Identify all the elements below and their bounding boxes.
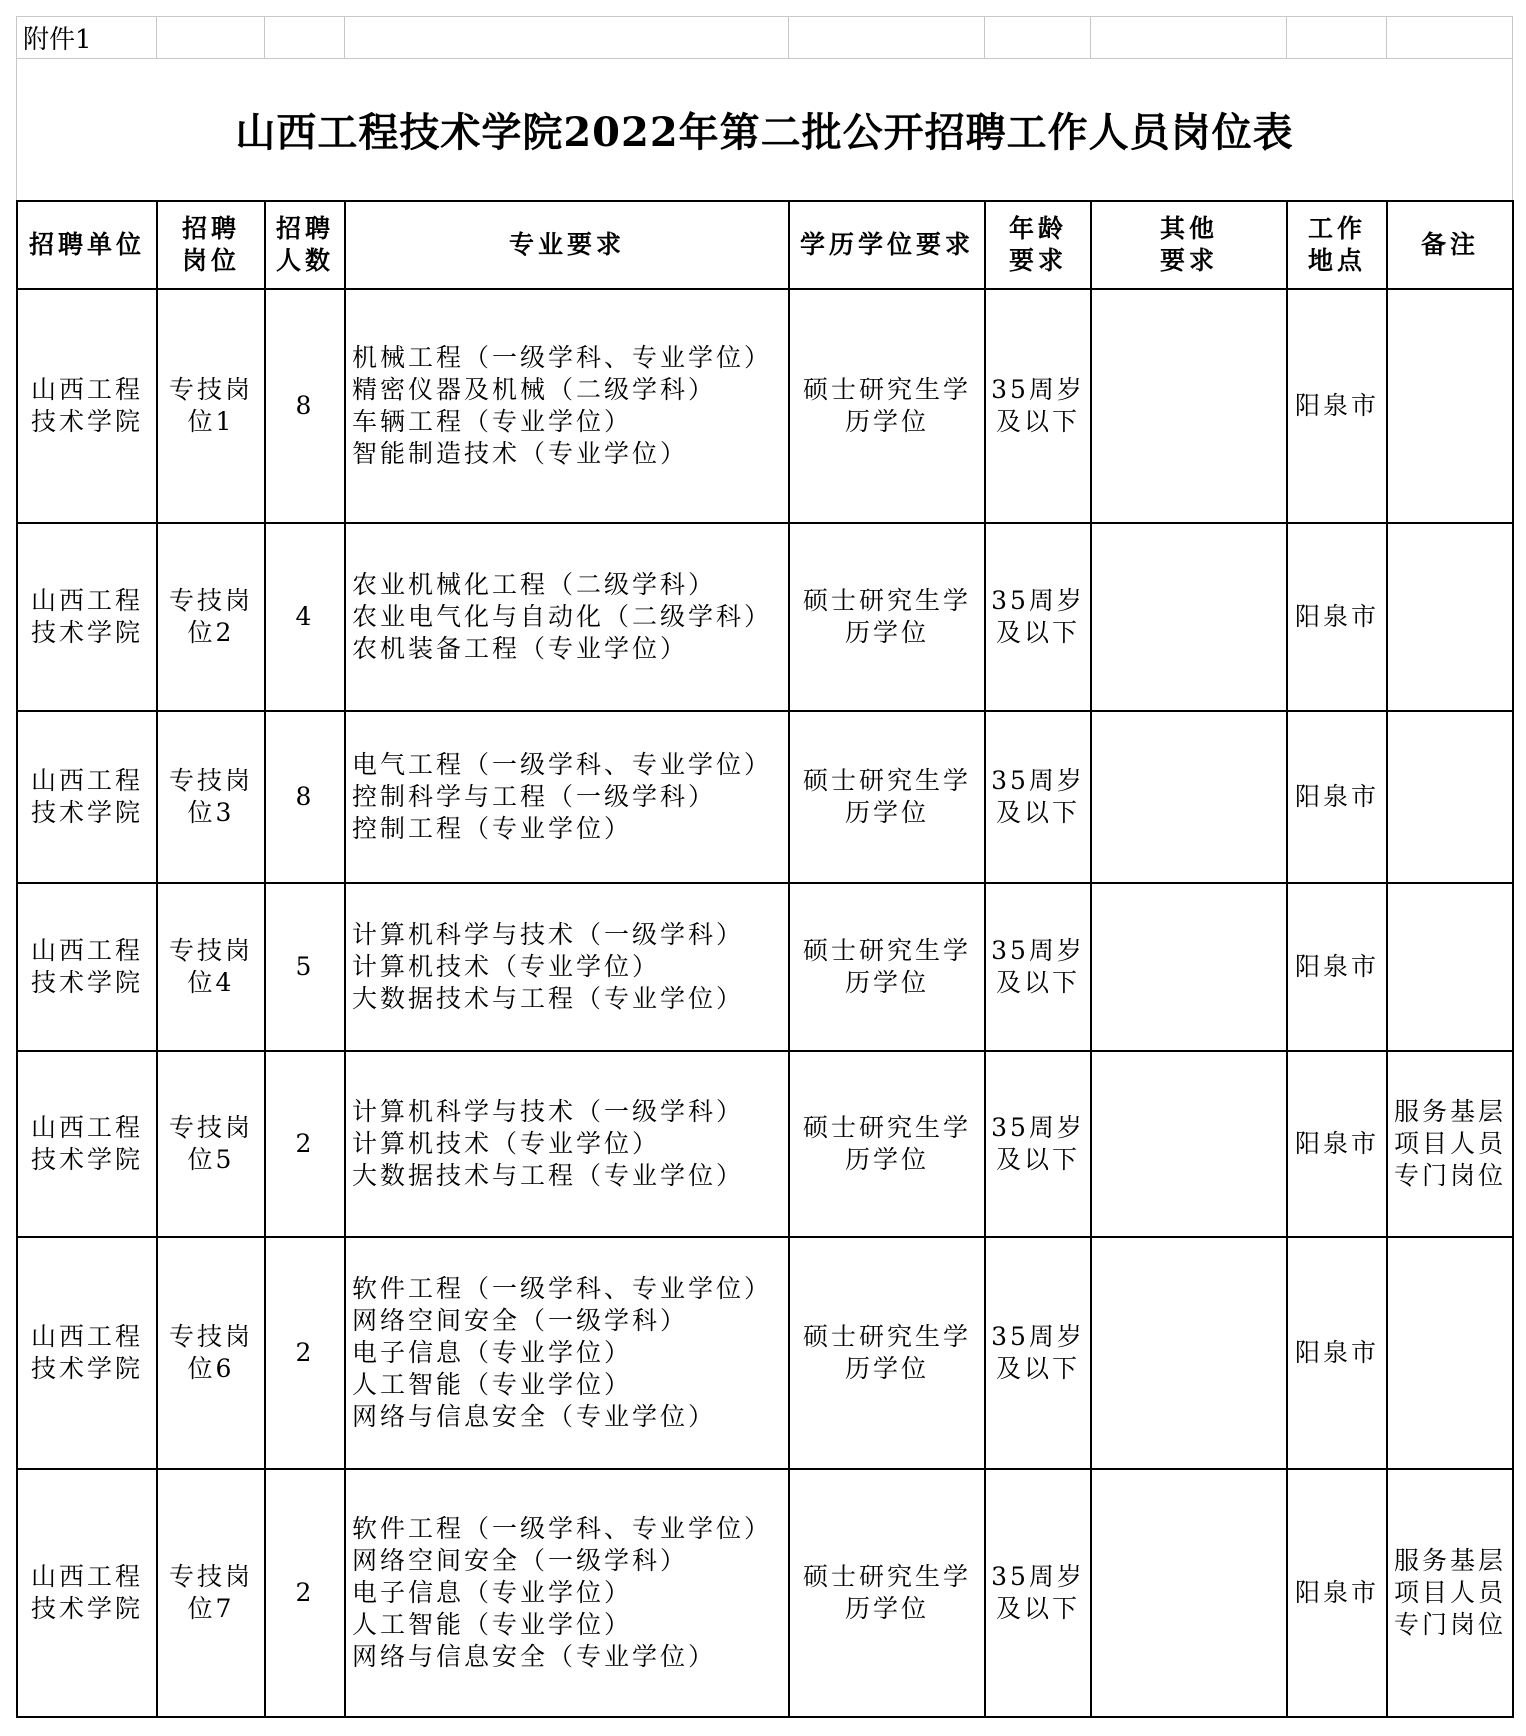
sheet-top-grid [16,16,1513,201]
location-cell: 阳泉市 [1287,523,1387,711]
post-cell [157,523,265,711]
degree-line: 历学位 [844,618,929,647]
degree-cell [789,1237,985,1469]
remark-line: 专门岗位 [1393,1161,1506,1190]
unit-line: 技术学院 [30,798,143,827]
remark-line: 服务基层 [1393,1546,1506,1575]
count-cell: 2 [265,1469,345,1717]
header-age [985,201,1091,289]
age-line: 35周岁 [991,766,1085,795]
degree-line: 历学位 [844,1145,929,1174]
remark-cell [1387,711,1513,883]
header-count-line: 招聘 [275,214,334,243]
major-line: 大数据技术与工程（专业学位） [352,1161,745,1190]
unit-line: 技术学院 [30,618,143,647]
age-line: 35周岁 [991,1113,1085,1142]
remark-cell [1387,883,1513,1051]
age-line: 35周岁 [991,586,1085,615]
table-row [17,711,1513,883]
degree-line: 硕士研究生学 [802,1113,971,1142]
degree-line: 历学位 [844,968,929,997]
degree-line: 硕士研究生学 [802,586,971,615]
post-cell [157,1051,265,1237]
age-line: 及以下 [995,407,1080,436]
major-line: 控制科学与工程（一级学科） [352,782,717,811]
age-cell [985,523,1091,711]
count-cell: 5 [265,883,345,1051]
unit-cell [17,1051,157,1237]
major-line: 大数据技术与工程（专业学位） [352,984,745,1013]
location-cell: 阳泉市 [1287,289,1387,523]
unit-line: 山西工程 [30,375,143,404]
unit-cell [17,883,157,1051]
major-line: 车辆工程（专业学位） [352,407,633,436]
count-cell: 2 [265,1237,345,1469]
header-degree: 学历学位要求 [789,201,985,289]
unit-line: 山西工程 [30,1562,143,1591]
post-line: 专技岗 [168,375,253,404]
header-remark: 备注 [1387,201,1513,289]
remark-line: 项目人员 [1393,1578,1506,1607]
header-other [1091,201,1287,289]
table-row [17,523,1513,711]
degree-line: 硕士研究生学 [802,936,971,965]
unit-line: 技术学院 [30,1594,143,1623]
major-line: 网络与信息安全（专业学位） [352,1642,717,1671]
remark-line: 专门岗位 [1393,1610,1506,1639]
remark-cell [1387,1237,1513,1469]
remark-cell [1387,289,1513,523]
age-line: 35周岁 [991,1322,1085,1351]
other-cell [1091,1237,1287,1469]
count-cell: 8 [265,711,345,883]
unit-cell [17,289,157,523]
major-line: 软件工程（一级学科、专业学位） [352,1514,773,1543]
attachment-label: 附件1 [17,17,157,59]
table-row [17,289,1513,523]
degree-line: 硕士研究生学 [802,766,971,795]
post-cell [157,1469,265,1717]
age-line: 及以下 [995,798,1080,827]
major-cell [345,523,789,711]
post-line: 位1 [187,407,235,436]
table-row [17,883,1513,1051]
major-cell [345,289,789,523]
age-line: 及以下 [995,968,1080,997]
major-line: 电子信息（专业学位） [352,1338,633,1367]
header-age-line: 要求 [1008,246,1067,275]
header-count [265,201,345,289]
unit-line: 山西工程 [30,1322,143,1351]
unit-line: 技术学院 [30,1145,143,1174]
major-line: 计算机技术（专业学位） [352,1129,661,1158]
degree-cell [789,1051,985,1237]
degree-line: 历学位 [844,1594,929,1623]
post-line: 专技岗 [168,766,253,795]
other-cell [1091,711,1287,883]
post-cell [157,711,265,883]
major-line: 网络空间安全（一级学科） [352,1546,689,1575]
other-cell [1091,523,1287,711]
major-line: 农机装备工程（专业学位） [352,634,689,663]
unit-cell [17,711,157,883]
remark-cell [1387,1469,1513,1717]
major-line: 控制工程（专业学位） [352,814,633,843]
age-cell [985,711,1091,883]
unit-line: 技术学院 [30,1354,143,1383]
header-count-line: 人数 [275,246,334,275]
major-cell [345,1237,789,1469]
remark-cell [1387,1051,1513,1237]
header-other-line: 要求 [1159,246,1218,275]
header-post-line: 岗位 [181,246,240,275]
degree-cell [789,711,985,883]
age-line: 及以下 [995,1145,1080,1174]
header-row [17,201,1513,289]
unit-line: 山西工程 [30,766,143,795]
major-cell [345,1469,789,1717]
post-cell [157,883,265,1051]
unit-cell [17,1237,157,1469]
post-line: 位2 [187,618,235,647]
major-line: 网络空间安全（一级学科） [352,1306,689,1335]
major-line: 计算机科学与技术（一级学科） [352,920,745,949]
age-line: 及以下 [995,618,1080,647]
table-row [17,1469,1513,1717]
header-location [1287,201,1387,289]
degree-cell [789,1469,985,1717]
unit-cell [17,1469,157,1717]
other-cell [1091,883,1287,1051]
header-post [157,201,265,289]
major-line: 计算机科学与技术（一级学科） [352,1097,745,1126]
degree-cell [789,289,985,523]
post-line: 位5 [187,1145,235,1174]
post-line: 专技岗 [168,1322,253,1351]
table-row [17,1051,1513,1237]
location-cell: 阳泉市 [1287,1051,1387,1237]
major-line: 电子信息（专业学位） [352,1578,633,1607]
header-age-line: 年龄 [1008,214,1067,243]
degree-line: 历学位 [844,798,929,827]
age-cell [985,289,1091,523]
degree-line: 硕士研究生学 [802,1562,971,1591]
unit-line: 山西工程 [30,936,143,965]
major-cell [345,883,789,1051]
location-cell: 阳泉市 [1287,1237,1387,1469]
header-other-line: 其他 [1159,214,1218,243]
count-cell: 4 [265,523,345,711]
age-line: 及以下 [995,1354,1080,1383]
other-cell [1091,289,1287,523]
degree-line: 硕士研究生学 [802,375,971,404]
location-cell: 阳泉市 [1287,711,1387,883]
degree-line: 历学位 [844,1354,929,1383]
degree-cell [789,523,985,711]
age-line: 35周岁 [991,936,1085,965]
count-cell: 2 [265,1051,345,1237]
other-cell [1091,1051,1287,1237]
post-line: 专技岗 [168,1113,253,1142]
major-cell [345,711,789,883]
degree-line: 硕士研究生学 [802,1322,971,1351]
spreadsheet [16,16,1514,1718]
post-line: 专技岗 [168,936,253,965]
degree-line: 历学位 [844,407,929,436]
age-line: 35周岁 [991,1562,1085,1591]
job-table [16,200,1514,1718]
header-location-line: 地点 [1307,246,1366,275]
unit-line: 山西工程 [30,586,143,615]
post-line: 位4 [187,968,235,997]
post-line: 专技岗 [168,586,253,615]
header-unit: 招聘单位 [17,201,157,289]
post-line: 位6 [187,1354,235,1383]
age-line: 及以下 [995,1594,1080,1623]
remark-line: 项目人员 [1393,1129,1506,1158]
major-line: 精密仪器及机械（二级学科） [352,375,717,404]
unit-line: 技术学院 [30,407,143,436]
header-major: 专业要求 [345,201,789,289]
age-line: 35周岁 [991,375,1085,404]
major-line: 农业电气化与自动化（二级学科） [352,602,773,631]
major-line: 网络与信息安全（专业学位） [352,1402,717,1431]
major-line: 软件工程（一级学科、专业学位） [352,1274,773,1303]
major-cell [345,1051,789,1237]
major-line: 人工智能（专业学位） [352,1370,633,1399]
count-cell: 8 [265,289,345,523]
post-cell [157,289,265,523]
major-line: 智能制造技术（专业学位） [352,439,689,468]
major-line: 人工智能（专业学位） [352,1610,633,1639]
page-title: 山西工程技术学院2022年第二批公开招聘工作人员岗位表 [17,59,1513,201]
remark-cell [1387,523,1513,711]
other-cell [1091,1469,1287,1717]
degree-cell [789,883,985,1051]
age-cell [985,1237,1091,1469]
unit-cell [17,523,157,711]
header-location-line: 工作 [1307,214,1366,243]
major-line: 电气工程（一级学科、专业学位） [352,750,773,779]
major-line: 计算机技术（专业学位） [352,952,661,981]
age-cell [985,883,1091,1051]
major-line: 机械工程（一级学科、专业学位） [352,343,773,372]
post-line: 位3 [187,798,235,827]
location-cell: 阳泉市 [1287,1469,1387,1717]
table-row [17,1237,1513,1469]
age-cell [985,1051,1091,1237]
header-post-line: 招聘 [181,214,240,243]
post-cell [157,1237,265,1469]
major-line: 农业机械化工程（二级学科） [352,570,717,599]
unit-line: 山西工程 [30,1113,143,1142]
remark-line: 服务基层 [1393,1097,1506,1126]
unit-line: 技术学院 [30,968,143,997]
post-line: 位7 [187,1594,235,1623]
location-cell: 阳泉市 [1287,883,1387,1051]
age-cell [985,1469,1091,1717]
post-line: 专技岗 [168,1562,253,1591]
